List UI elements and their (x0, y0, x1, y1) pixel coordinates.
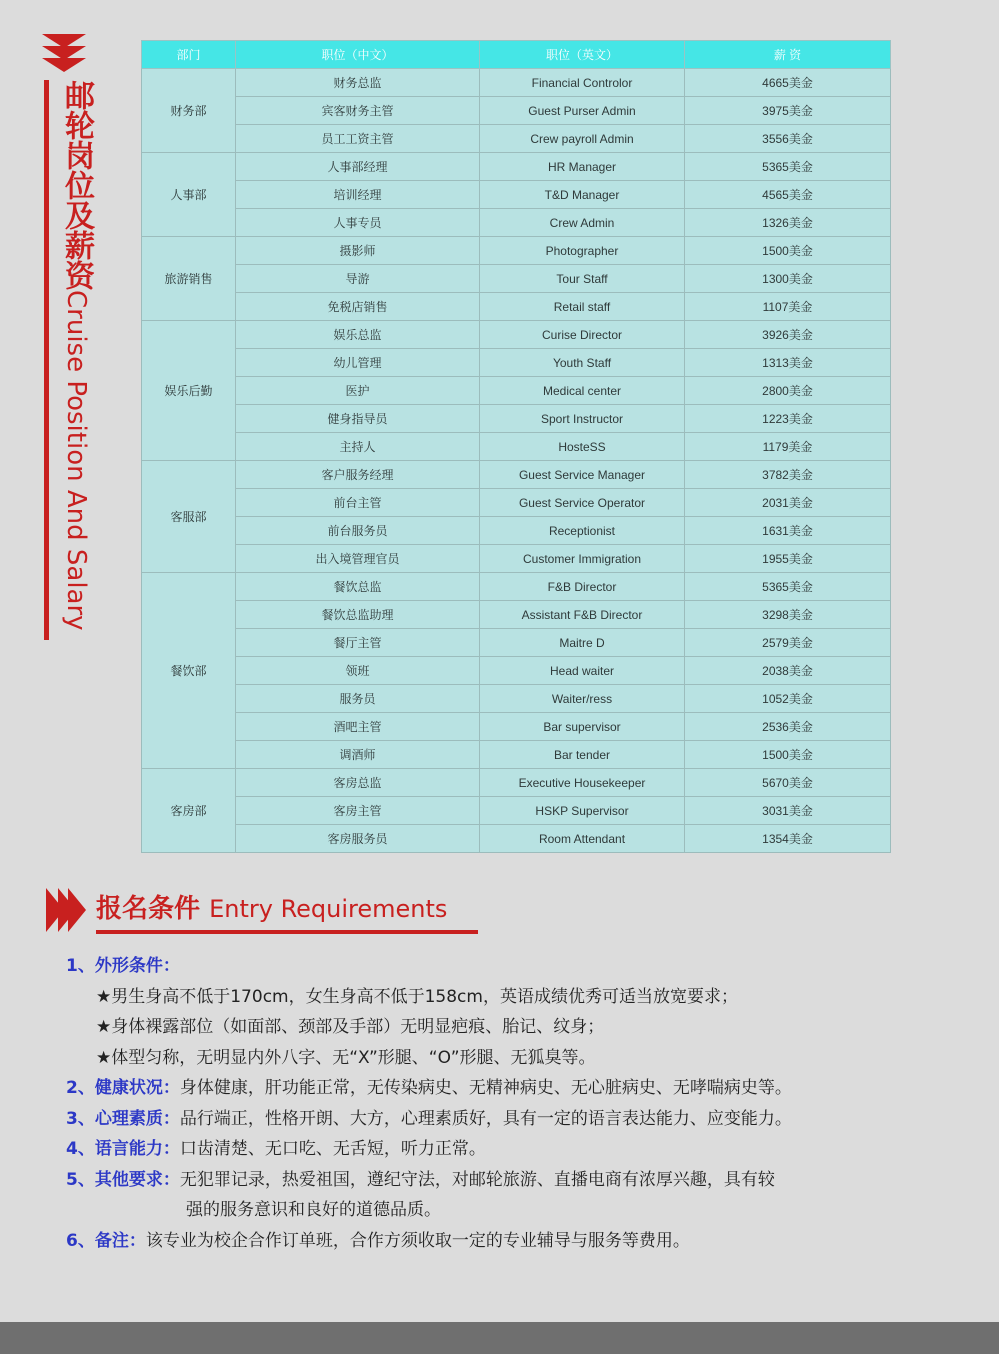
position-en-cell: Guest Service Operator (480, 489, 685, 517)
requirement-text: ★男生身高不低于170cm，女生身高不低于158cm，英语成绩优秀可适当放宽要求； (96, 986, 738, 1007)
position-zh-cell: 酒吧主管 (236, 713, 480, 741)
table-row (142, 153, 891, 181)
requirement-label: 1、外形条件： (66, 956, 180, 976)
position-zh-cell: 摄影师 (236, 237, 480, 265)
salary-cell: 2536美金 (685, 713, 891, 741)
header-salary: 薪 资 (685, 41, 891, 69)
salary-cell: 5365美金 (685, 573, 891, 601)
requirement-label: 2、健康状况： (66, 1078, 180, 1098)
salary-cell: 4565美金 (685, 181, 891, 209)
table-row (142, 377, 891, 405)
position-en-cell: Receptionist (480, 517, 685, 545)
salary-cell: 5365美金 (685, 153, 891, 181)
requirements-list (66, 951, 966, 1256)
position-zh-cell: 员工工资主管 (236, 125, 480, 153)
table-row (142, 825, 891, 853)
table-row (142, 461, 891, 489)
department-cell: 旅游销售 (142, 237, 236, 321)
table-row (142, 601, 891, 629)
salary-cell: 3298美金 (685, 601, 891, 629)
position-en-cell: Curise Director (480, 321, 685, 349)
table-row (142, 629, 891, 657)
table-row (142, 321, 891, 349)
position-zh-cell: 客房总监 (236, 769, 480, 797)
position-zh-cell: 主持人 (236, 433, 480, 461)
position-en-cell: Photographer (480, 237, 685, 265)
salary-cell: 3782美金 (685, 461, 891, 489)
requirement-item (66, 1226, 966, 1257)
position-zh-cell: 出入境管理官员 (236, 545, 480, 573)
requirement-item (66, 1195, 966, 1226)
salary-cell: 1223美金 (685, 405, 891, 433)
salary-cell: 1631美金 (685, 517, 891, 545)
position-en-cell: Tour Staff (480, 265, 685, 293)
table-row (142, 181, 891, 209)
position-en-cell: Bar supervisor (480, 713, 685, 741)
header-position-en: 职位（英文） (480, 41, 685, 69)
position-zh-cell: 医护 (236, 377, 480, 405)
position-en-cell: Sport Instructor (480, 405, 685, 433)
table-row (142, 741, 891, 769)
position-en-cell: Crew payroll Admin (480, 125, 685, 153)
department-cell: 人事部 (142, 153, 236, 237)
salary-cell: 1326美金 (685, 209, 891, 237)
position-en-cell: Retail staff (480, 293, 685, 321)
requirements-title-en: Entry Requirements (209, 895, 448, 923)
requirement-item (66, 1043, 966, 1074)
position-zh-cell: 娱乐总监 (236, 321, 480, 349)
department-cell: 餐饮部 (142, 573, 236, 769)
position-zh-cell: 餐厅主管 (236, 629, 480, 657)
salary-cell: 1354美金 (685, 825, 891, 853)
position-zh-cell: 调酒师 (236, 741, 480, 769)
table-header-row (142, 41, 891, 69)
position-zh-cell: 客房服务员 (236, 825, 480, 853)
position-en-cell: Maitre D (480, 629, 685, 657)
position-zh-cell: 宾客财务主管 (236, 97, 480, 125)
position-en-cell: F&B Director (480, 573, 685, 601)
requirement-item (66, 951, 966, 982)
position-zh-cell: 餐饮总监助理 (236, 601, 480, 629)
requirement-text: ★体型匀称，无明显内外八字、无“X”形腿、“O”形腿、无狐臭等。 (96, 1047, 596, 1068)
salary-cell: 3926美金 (685, 321, 891, 349)
salary-cell: 1052美金 (685, 685, 891, 713)
position-zh-cell: 导游 (236, 265, 480, 293)
position-en-cell: Waiter/ress (480, 685, 685, 713)
salary-cell: 3975美金 (685, 97, 891, 125)
salary-table (141, 40, 891, 853)
requirement-item (66, 982, 966, 1013)
position-zh-cell: 客房主管 (236, 797, 480, 825)
table-row (142, 433, 891, 461)
table-row (142, 573, 891, 601)
position-en-cell: HSKP Supervisor (480, 797, 685, 825)
position-zh-cell: 前台服务员 (236, 517, 480, 545)
table-row (142, 405, 891, 433)
position-zh-cell: 前台主管 (236, 489, 480, 517)
department-cell: 客服部 (142, 461, 236, 573)
requirement-text: 强的服务意识和良好的道德品质。 (186, 1200, 441, 1220)
position-en-cell: Assistant F&B Director (480, 601, 685, 629)
salary-cell: 1107美金 (685, 293, 891, 321)
table-row (142, 349, 891, 377)
salary-cell: 1500美金 (685, 237, 891, 265)
position-zh-cell: 客户服务经理 (236, 461, 480, 489)
requirement-item (66, 1165, 966, 1196)
position-en-cell: HR Manager (480, 153, 685, 181)
position-en-cell: Medical center (480, 377, 685, 405)
table-row (142, 97, 891, 125)
table-row (142, 237, 891, 265)
table-row (142, 657, 891, 685)
salary-cell: 1500美金 (685, 741, 891, 769)
requirement-label: 5、其他要求： (66, 1169, 180, 1190)
requirement-label: 6、备注： (66, 1230, 146, 1251)
salary-cell: 3556美金 (685, 125, 891, 153)
chevron-down-icon (42, 34, 86, 74)
position-zh-cell: 餐饮总监 (236, 573, 480, 601)
position-en-cell: Customer Immigration (480, 545, 685, 573)
position-zh-cell: 财务总监 (236, 69, 480, 97)
table-row (142, 713, 891, 741)
department-cell: 客房部 (142, 769, 236, 853)
position-en-cell: Youth Staff (480, 349, 685, 377)
table-row (142, 293, 891, 321)
requirement-item (66, 1073, 966, 1104)
position-zh-cell: 培训经理 (236, 181, 480, 209)
salary-cell: 2800美金 (685, 377, 891, 405)
requirement-text: 身体健康，肝功能正常，无传染病史、无精神病史、无心脏病史、无哮喘病史等。 (179, 1078, 792, 1098)
position-en-cell: Financial Controlor (480, 69, 685, 97)
position-en-cell: HosteSS (480, 433, 685, 461)
table-row (142, 489, 891, 517)
salary-cell: 2579美金 (685, 629, 891, 657)
requirement-label: 4、语言能力： (66, 1139, 180, 1159)
table-row (142, 69, 891, 97)
salary-cell: 2031美金 (685, 489, 891, 517)
requirements-underline (96, 930, 478, 934)
salary-cell: 3031美金 (685, 797, 891, 825)
position-zh-cell: 人事专员 (236, 209, 480, 237)
position-zh-cell: 免税店销售 (236, 293, 480, 321)
requirement-item (66, 1104, 966, 1135)
department-cell: 娱乐后勤 (142, 321, 236, 461)
position-en-cell: Guest Purser Admin (480, 97, 685, 125)
table-row (142, 517, 891, 545)
position-zh-cell: 领班 (236, 657, 480, 685)
table-row (142, 545, 891, 573)
position-en-cell: Guest Service Manager (480, 461, 685, 489)
position-en-cell: T&D Manager (480, 181, 685, 209)
header-position-zh: 职位（中文） (236, 41, 480, 69)
page-title-zh: 邮轮岗位及薪资 (59, 80, 94, 290)
requirements-title-zh: 报名条件 (96, 894, 201, 924)
salary-cell: 5670美金 (685, 769, 891, 797)
salary-cell: 2038美金 (685, 657, 891, 685)
requirement-text: ★身体裸露部位（如面部、颈部及手部）无明显疤痕、胎记、纹身； (96, 1017, 605, 1037)
position-zh-cell: 幼儿管理 (236, 349, 480, 377)
requirements-title (96, 888, 447, 925)
footer-band (0, 1322, 999, 1354)
side-accent-bar (44, 80, 49, 640)
position-zh-cell: 服务员 (236, 685, 480, 713)
table-row (142, 265, 891, 293)
requirement-text: 品行端正，性格开朗、大方，心理素质好，具有一定的语言表达能力、应变能力。 (179, 1108, 792, 1129)
salary-cell: 1313美金 (685, 349, 891, 377)
table-row (142, 797, 891, 825)
salary-cell: 1955美金 (685, 545, 891, 573)
salary-cell: 1179美金 (685, 433, 891, 461)
table-row (142, 685, 891, 713)
page-title-vertical (54, 80, 94, 631)
salary-table-body (142, 69, 891, 853)
position-en-cell: Head waiter (480, 657, 685, 685)
requirement-item (66, 1134, 966, 1165)
position-zh-cell: 人事部经理 (236, 153, 480, 181)
salary-cell: 1300美金 (685, 265, 891, 293)
requirement-text: 该专业为校企合作订单班，合作方须收取一定的专业辅导与服务等费用。 (145, 1230, 690, 1251)
department-cell: 财务部 (142, 69, 236, 153)
requirement-item (66, 1012, 966, 1043)
position-en-cell: Crew Admin (480, 209, 685, 237)
position-en-cell: Room Attendant (480, 825, 685, 853)
header-department: 部门 (142, 41, 236, 69)
salary-cell: 4665美金 (685, 69, 891, 97)
double-chevron-right-icon (46, 888, 86, 932)
position-en-cell: Bar tender (480, 741, 685, 769)
requirement-text: 无犯罪记录，热爱祖国，遵纪守法，对邮轮旅游、直播电商有浓厚兴趣，具有较 (179, 1169, 775, 1190)
requirement-label: 3、心理素质： (66, 1108, 180, 1129)
table-row (142, 209, 891, 237)
table-row (142, 769, 891, 797)
position-en-cell: Executive Housekeeper (480, 769, 685, 797)
table-row (142, 125, 891, 153)
page-title-en: Cruise Position And Salary (61, 290, 91, 631)
requirement-text: 口齿清楚、无口吃、无舌短，听力正常。 (179, 1139, 486, 1159)
position-zh-cell: 健身指导员 (236, 405, 480, 433)
